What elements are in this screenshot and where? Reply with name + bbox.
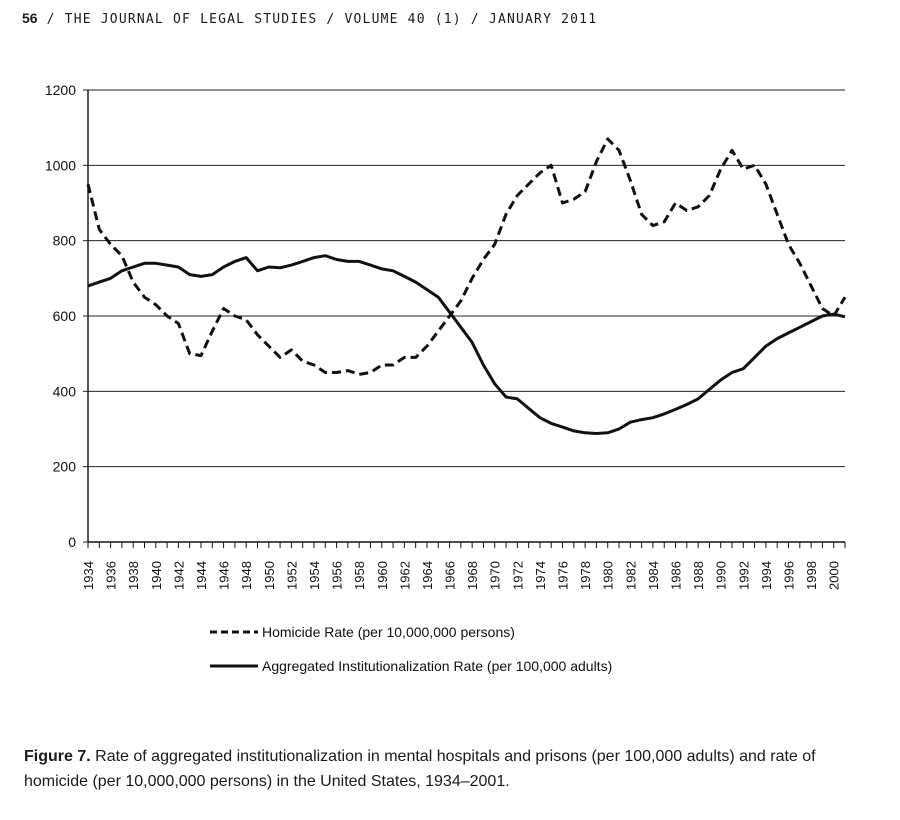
x-tick-label: 1940 xyxy=(148,561,164,590)
x-tick-label: 1988 xyxy=(691,561,707,590)
x-tick-label: 1942 xyxy=(171,561,187,590)
x-tick-label: 1994 xyxy=(758,561,774,590)
x-tick-label: 1944 xyxy=(193,561,209,590)
x-tick-label: 1934 xyxy=(81,561,96,590)
x-tick-label: 1936 xyxy=(103,561,119,590)
x-tick-label: 1948 xyxy=(239,561,255,590)
x-tick-label: 1970 xyxy=(487,561,503,590)
x-tick-label: 1982 xyxy=(623,561,639,590)
figure-caption xyxy=(24,744,874,794)
x-tick-label: 1990 xyxy=(713,561,729,590)
x-tick-label: 1958 xyxy=(352,561,368,590)
homicide-rate-line xyxy=(88,139,845,374)
x-tick-label: 1998 xyxy=(804,561,820,590)
x-tick-label: 1950 xyxy=(261,561,277,590)
y-tick-label: 200 xyxy=(52,458,76,475)
x-tick-label: 1968 xyxy=(465,561,481,590)
chart-gridlines xyxy=(88,90,845,467)
chart-legend xyxy=(210,624,612,674)
y-axis-ticks xyxy=(45,82,88,550)
x-tick-label: 1980 xyxy=(600,561,616,590)
x-tick-label: 1956 xyxy=(329,561,345,590)
legend-label: Homicide Rate (per 10,000,000 persons) xyxy=(262,624,515,640)
y-tick-label: 0 xyxy=(68,534,76,550)
x-tick-label: 1976 xyxy=(555,561,571,590)
x-tick-label: 1986 xyxy=(668,561,684,590)
y-tick-label: 1200 xyxy=(44,82,76,98)
x-tick-label: 1974 xyxy=(532,561,548,590)
x-tick-label: 1966 xyxy=(442,561,458,590)
x-tick-label: 1984 xyxy=(645,561,661,590)
figure-label: Figure 7. xyxy=(24,748,91,765)
x-tick-label: 1952 xyxy=(284,561,300,590)
y-tick-label: 1000 xyxy=(44,157,76,174)
institutionalization-rate-line xyxy=(88,256,845,434)
y-tick-label: 400 xyxy=(52,383,76,400)
x-tick-label: 1996 xyxy=(781,561,797,590)
x-tick-label: 1954 xyxy=(306,561,322,590)
x-tick-label: 1972 xyxy=(510,561,526,590)
page-number: 56 xyxy=(22,10,38,26)
x-tick-label: 1978 xyxy=(578,561,594,590)
x-tick-label: 1960 xyxy=(374,561,390,590)
x-tick-label: 1992 xyxy=(736,561,752,590)
figure-caption-text: Rate of aggregated institutionalization in mental hospitals and prisons (per 100,000 adults) and rate of homicide (per 10,000,000 persons) in the United States, 1934–2001. xyxy=(24,748,816,790)
running-head: / THE JOURNAL OF LEGAL STUDIES / VOLUME 40 (1) / JANUARY 2011 xyxy=(46,12,598,27)
x-tick-label: 1946 xyxy=(216,561,232,590)
x-tick-label: 1964 xyxy=(419,561,435,590)
x-tick-label: 1938 xyxy=(126,561,142,590)
legend-label: Aggregated Institutionalization Rate (per 100,000 adults) xyxy=(262,658,613,674)
y-tick-label: 600 xyxy=(52,308,76,324)
y-tick-label: 800 xyxy=(52,232,76,249)
x-tick-label: 2000 xyxy=(826,561,842,590)
x-tick-label: 1962 xyxy=(397,561,413,590)
chart-series xyxy=(88,139,845,434)
x-axis-ticks xyxy=(81,542,845,590)
